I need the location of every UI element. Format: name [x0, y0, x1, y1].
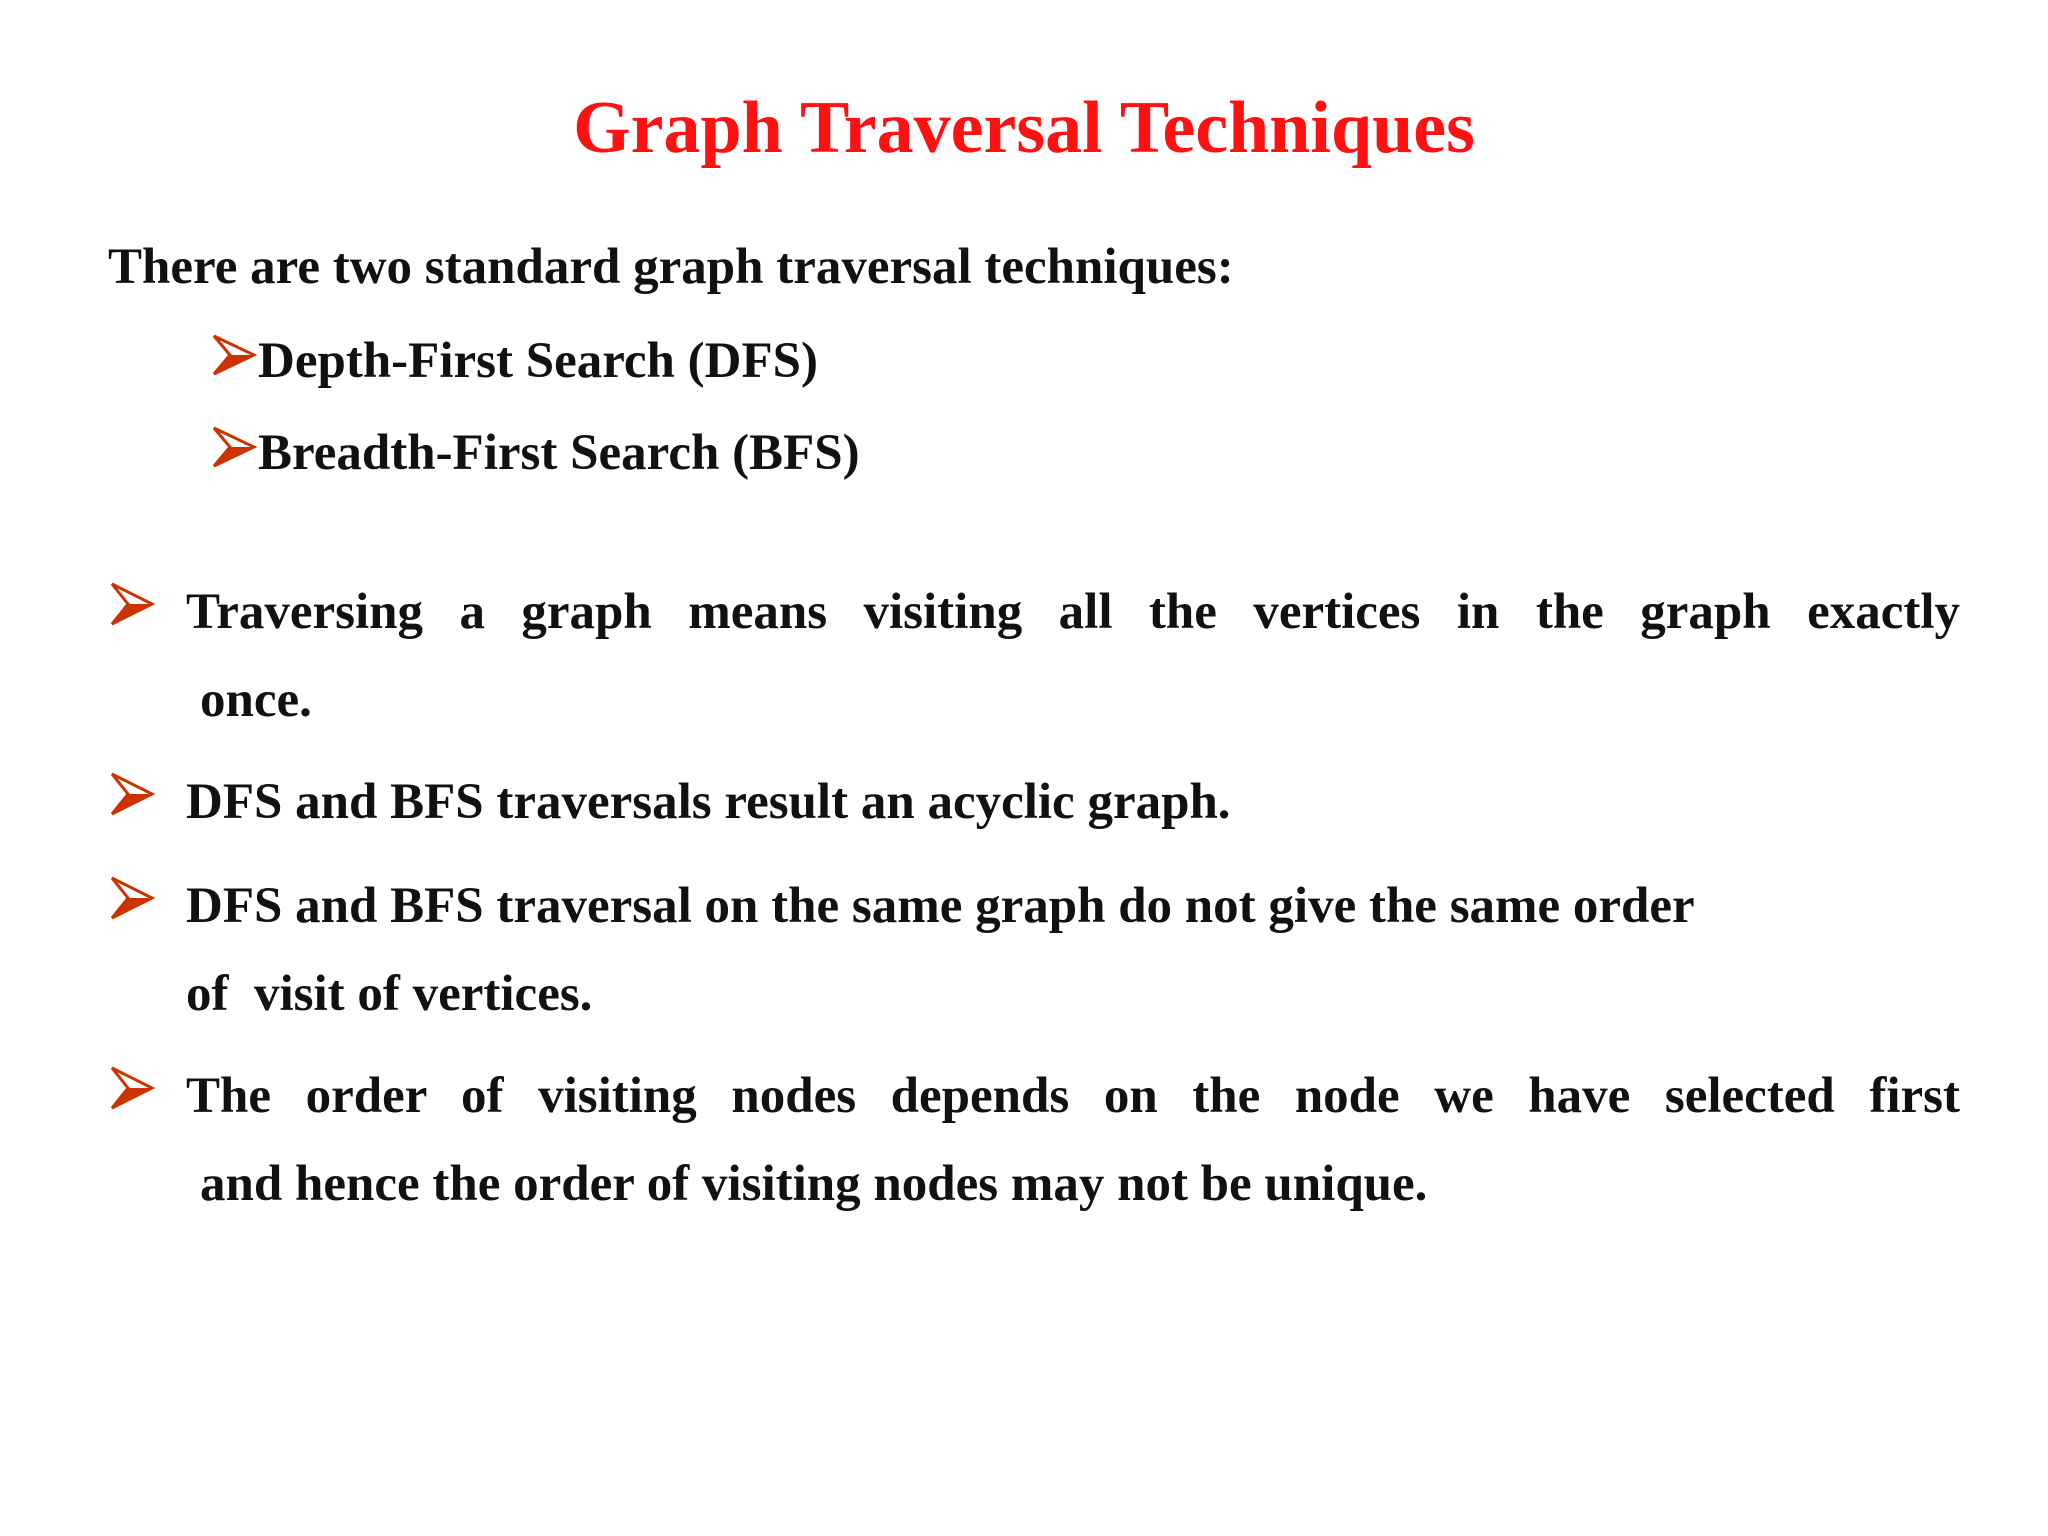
arrow-bullet-icon: [210, 422, 258, 472]
bullet-line: DFS and BFS traversal on the same graph do not give the same order: [186, 878, 1695, 934]
arrow-bullet-icon: [108, 874, 156, 922]
sub-item-dfs: [210, 326, 818, 396]
bullet-line: Traversing a graph means visiting all the vertices in the graph exactly: [186, 584, 1960, 640]
bullet-line: once.: [200, 672, 312, 728]
sub-item-label: Breadth-First Search (BFS): [258, 425, 860, 481]
arrow-bullet-icon: [108, 1064, 156, 1112]
arrow-bullet-icon: [108, 580, 156, 628]
bullet-line: and hence the order of visiting nodes may not be unique.: [200, 1156, 1428, 1212]
bullet-line: DFS and BFS traversals result an acyclic graph.: [186, 774, 1231, 830]
sub-item-bfs: [210, 418, 860, 488]
bullet-line: The order of visiting nodes depends on the node we have selected first: [186, 1068, 1960, 1124]
sub-item-label: Depth-First Search (DFS): [258, 333, 818, 389]
bullet-line: of visit of vertices.: [186, 966, 593, 1022]
intro-text: There are two standard graph traversal techniques:: [108, 239, 1234, 295]
slide-title: Graph Traversal Techniques: [573, 87, 1475, 169]
arrow-bullet-icon: [210, 330, 258, 380]
arrow-bullet-icon: [108, 770, 156, 818]
